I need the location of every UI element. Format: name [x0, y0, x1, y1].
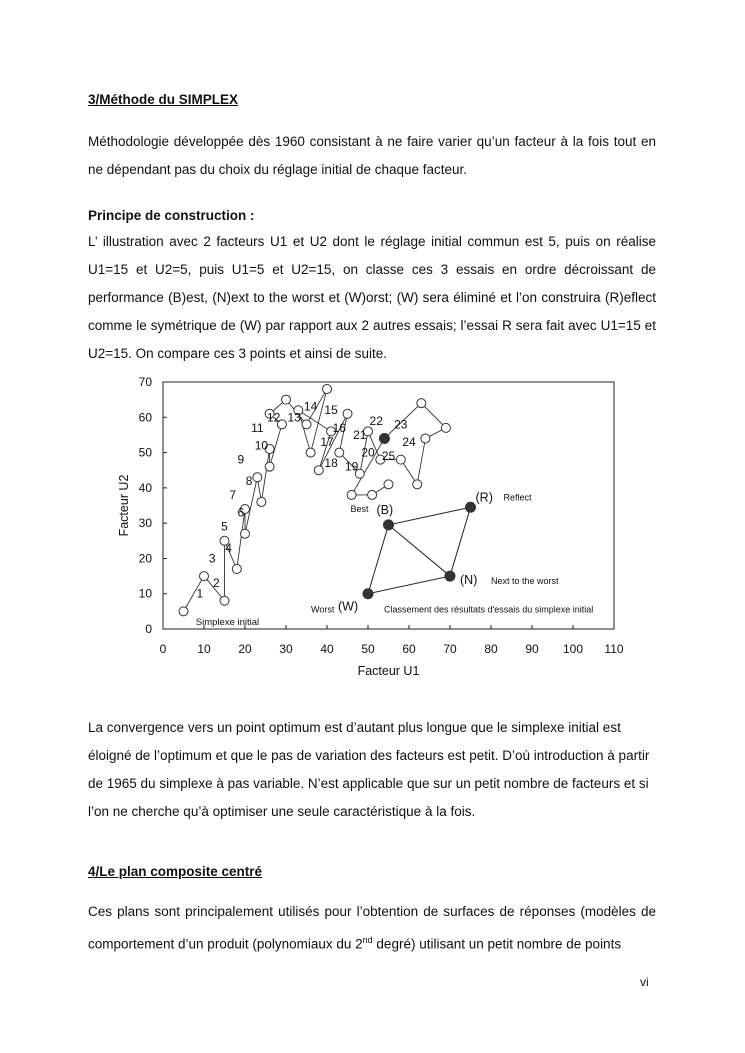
reflect-label: Reflect [503, 492, 532, 503]
convergence-paragraph: La convergence vers un point optimum est d’autant plus longue que le simplexe initial est éloigné de l’optimum et que le pas de variation des facteurs est petit. D’où introduction à partir de 1965 du simplexe à pas variable. N’est applicable que sur un petit nombre de facteurs et si l’on ne cherche qu’à optimiser une seule caractéristique à la fois. [88, 720, 650, 819]
simplex-vertex [413, 480, 422, 489]
simplex-vertex [417, 399, 426, 408]
next-tag: (N) [460, 573, 478, 588]
simplex-number-label: 14 [303, 399, 318, 414]
simplex-number-label: 5 [221, 519, 228, 534]
simplex-figure [112, 368, 632, 693]
y-tick-label: 50 [138, 445, 152, 460]
simplex-vertex [302, 420, 311, 429]
simplex-number-label: 15 [324, 403, 338, 418]
principle-paragraph: L’ illustration avec 2 facteurs U1 et U2 dont le réglage initial commun est 5, puis on réalise U1=15 et U2=5, puis U1=5 et U2=15, on classe ces 3 essais en ordre décroissant de performance (B)est, (N)ext to the worst et (W)orst; (W) sera éliminé et l’on construira (R)eflect comme le symétrique de (W) par rapport aux 2 autres essais; l’essai R sera fait avec U1=15 et U2=15. On compare ces 3 points et ainsi de suite. [88, 234, 656, 361]
x-tick-label: 70 [443, 642, 457, 656]
classification-point-n [445, 571, 455, 581]
simplex-vertex [179, 607, 188, 616]
simplex-vertex [282, 395, 291, 404]
simplex-vertex [421, 434, 430, 443]
best-tag: (B) [376, 502, 394, 517]
section-4-paragraph [88, 898, 656, 959]
section-4-text-end: degré) utilisant un petit nombre de points [372, 936, 622, 952]
simplex-number-label: 11 [251, 420, 264, 435]
next-label: Next to the worst [491, 576, 559, 587]
y-tick-label: 10 [138, 586, 152, 601]
simplex-vertex [314, 466, 323, 475]
simplex-path [179, 385, 450, 616]
worst-tag: (W) [338, 599, 359, 614]
worst-label: Worst [311, 604, 335, 615]
section-4-heading: 4/Le plan composite centré [88, 864, 263, 879]
simplex-number-label: 6 [237, 505, 245, 520]
section-4-text-start: Ces plans sont principalement utilisés pour l’obtention de surfaces de réponses (modèles de comportement d’un produit (polynomiaux du 2 [88, 904, 656, 952]
reflect-tag: (R) [475, 490, 493, 505]
simplex-number-label: 18 [324, 456, 338, 471]
page-number: vi [640, 975, 649, 989]
classification-diagonal [389, 525, 451, 576]
y-tick-label: 30 [138, 516, 152, 531]
y-tick-label: 0 [145, 622, 152, 636]
x-tick-label: 40 [320, 642, 334, 656]
simplex-vertex [200, 572, 209, 581]
y-axis-label: Facteur U2 [117, 474, 131, 537]
x-tick-label: 110 [604, 642, 624, 656]
y-tick-label: 20 [138, 551, 152, 566]
simplex-number-label: 9 [237, 452, 245, 467]
simplex-number-label: 12 [267, 410, 281, 425]
classification-point-w [363, 589, 373, 599]
simplex-number-label: 4 [225, 540, 232, 555]
simplex-number-label: 25 [381, 449, 396, 464]
y-tick-label: 70 [138, 375, 152, 389]
section-3-intro: Méthodologie développée dès 1960 consistant à ne faire varier qu’un facteur à la fois tout en ne dépendant pas du choix du réglage initial de chaque facteur. [88, 134, 656, 177]
superscript-nd: nd [362, 935, 373, 945]
simplex-number-label: 7 [229, 487, 237, 502]
classification-point-r [466, 502, 476, 512]
simplex-vertex [241, 529, 250, 538]
x-tick-label: 60 [402, 642, 416, 656]
simplex-vertex [253, 473, 262, 482]
best-label: Best [350, 503, 369, 514]
simplex-number-label: 1 [196, 586, 204, 601]
simplex-vertex [306, 448, 315, 457]
y-tick-label: 40 [138, 480, 152, 495]
x-tick-label: 90 [525, 642, 539, 656]
x-tick-label: 10 [197, 642, 211, 656]
simplex-vertex [323, 385, 332, 394]
simplex-number-label: 23 [394, 417, 408, 432]
simplex-vertex [265, 462, 274, 471]
x-tick-label: 30 [279, 642, 293, 656]
x-axis-label: Facteur U1 [357, 664, 420, 678]
simplex-number-label: 16 [332, 420, 346, 435]
classification-caption: Classement des résultats d'essais du simplexe initial [384, 604, 594, 615]
x-tick-label: 20 [238, 642, 252, 656]
simplex-number-label: 2 [212, 576, 220, 591]
simplex-vertex [441, 423, 450, 432]
y-tick-label: 60 [138, 410, 152, 425]
simplex-vertex [257, 497, 266, 506]
classification-point-b [384, 520, 394, 530]
simplex-vertex [384, 480, 393, 489]
classification-diagram [311, 490, 593, 614]
simplex-vertex [347, 490, 356, 499]
section-3-heading: 3/Méthode du SIMPLEX [88, 92, 239, 107]
simplex-number-label: 8 [245, 473, 253, 488]
principle-heading: Principe de construction : [88, 208, 255, 223]
simplex-number-label: 13 [287, 410, 301, 425]
simplex-number-label: 17 [320, 434, 334, 449]
simplex-vertex [368, 490, 377, 499]
simplex-number-label: 20 [361, 445, 375, 460]
simplex-current-vertex [379, 433, 389, 443]
x-tick-label: 80 [484, 642, 498, 656]
simplex-vertex [220, 596, 229, 605]
simplex-number-label: 22 [369, 413, 383, 428]
x-tick-label: 50 [361, 642, 375, 656]
simplex-number-label: 21 [353, 427, 367, 442]
x-tick-label: 100 [562, 642, 584, 656]
simplex-number-label: 10 [254, 438, 269, 453]
x-tick-label: 0 [159, 642, 167, 656]
simplex-vertex [396, 455, 405, 464]
simplex-number-label: 24 [402, 434, 416, 449]
initial-simplex-label: Simplexe initial [195, 616, 260, 628]
simplex-number-label: 19 [344, 459, 359, 474]
simplex-number-label: 3 [208, 551, 216, 566]
simplex-vertex [232, 565, 241, 574]
simplex-vertex [343, 409, 352, 418]
